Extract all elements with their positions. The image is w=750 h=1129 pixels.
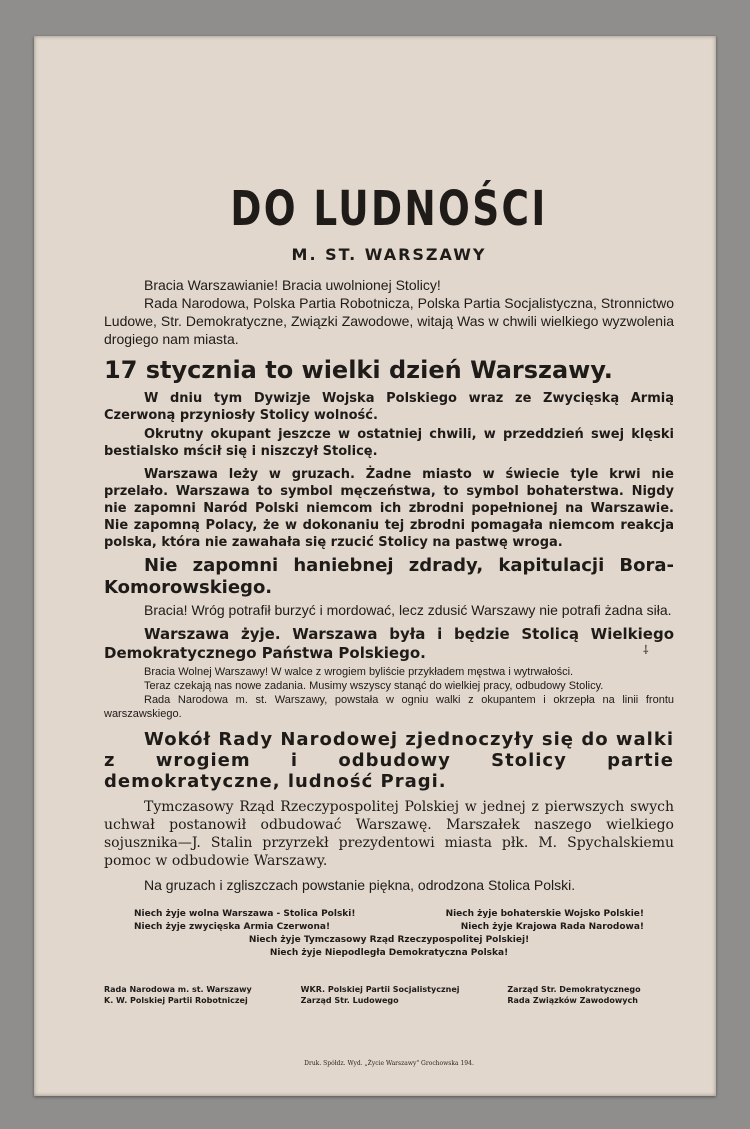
signature-middle-1: WKR. Polskiej Partii Socjalistycznej [300,985,460,994]
paragraph-brothers: Bracia! Wróg potrafił burzyć i mordować, lecz zdusić Warszawy nie potrafi żadna siła. [144,602,672,618]
slogan-center-2: Niech żyje Niepodległa Demokratyczna Polska! [269,948,509,958]
signature-right-1: Zarząd Str. Demokratycznego [507,985,641,994]
slogan-left-2: Niech żyje zwycięska Armia Czerwona! [134,922,331,932]
slogan-left-1: Niech żyje wolna Warszawa - Stolica Polski! [134,909,356,919]
signatures-block [104,984,674,1006]
small-paragraph-1: Bracia Wolnej Warszawy! W walce z wrogiem byliście przykładem męstwa i wytrwałości. [144,666,574,678]
heading-unite: Wokół Rady Narodowej zjednoczyły się do walki z wrogiem i odbudowy Stolicy partie demokratyczne, ludność Pragi. [104,729,674,792]
signature-left-2: K. W. Polskiej Partii Robotniczej [104,996,248,1005]
poster-content [104,156,674,1067]
slogan-right-2: Niech żyje Krajowa Rada Narodowa! [460,922,644,932]
signature-right-2: Rada Związków Zawodowych [507,996,638,1005]
heading-betrayal: Nie zapomni haniebnej zdrady, kapitulacji Bora-Komorowskiego. [104,555,674,598]
poster-subtitle: M. ST. WARSZAWY [291,245,487,264]
handwritten-mark-icon: ⸸ [643,643,649,657]
poster-sheet [34,36,716,1096]
signature-middle-2: Zarząd Str. Ludowego [300,996,399,1005]
slogan-center-1: Niech żyje Tymczasowy Rząd Rzeczypospolitej Polskiej! [248,935,530,945]
small-paragraph-2: Teraz czekają nas nowe zadania. Musimy wszyscy stanąć do wielkiej pracy, odbudowy Stolicy. [144,680,604,692]
intro-line-2: Rada Narodowa, Polska Partia Robotnicza, Polska Partia Socjalistyczna, Stronnictwo Ludowe, Str. Demokratyczne, Związki Zawodowe, witają Was w chwili wielkiego wyzwolenia drogiego nam miasta. [104,295,674,347]
poster-title: DO LUDNOŚCI [230,181,548,237]
closing-line: Na gruzach i zgliszczach powstanie piękna, odrodzona Stolica Polski. [144,877,576,893]
headline: 17 stycznia to wielki dzień Warszawy. [104,356,613,384]
small-paragraph-3: Rada Narodowa m. st. Warszawy, powstała w ogniu walki z okupantem i okrzepła na linii frontu warszawskiego. [104,694,674,720]
bold-paragraph-3: Warszawa leży w gruzach. Żadne miasto w świecie tyle krwi nie przelało. Warszawa to symbol męczeństwa, to symbol bohaterstwa. Nigdy nie zapomni Naród Polski niemcom ich zbrodni popełnionej na Warszawie. Nie zapomną Polacy, że w dokonaniu tej zbrodni pomagała niemcom reakcja polska, która nie zawahała się rzucić Stolicy na pastwę wroga. [104,467,674,550]
heading-warsaw-alive: Warszawa żyje. Warszawa była i będzie Stolicą Wielkiego Demokratycznego Państwa Polskiego. [104,625,674,662]
bold-paragraph-2: Okrutny okupant jeszcze w ostatniej chwili, w przeddzień swej klęski bestialsko mścił się i niszczył Stolicę. [104,427,674,459]
slogan-right-1: Niech żyje bohaterskie Wojsko Polskie! [445,909,644,919]
bold-paragraph-1: W dniu tym Dywizje Wojska Polskiego wraz ze Zwycięską Armią Czerwoną przyniosły Stolicy wolność. [104,391,674,423]
printer-imprint: Druk. Spółdz. Wyd. „Życie Warszawy" Grochowska 194. [304,1060,474,1067]
intro-line-1: Bracia Warszawianie! Bracia uwolnionej Stolicy! [144,277,441,293]
government-paragraph: Tymczasowy Rząd Rzeczypospolitej Polskiej w jednej z pierwszych swych uchwał postanowił odbudować Warszawę. Marszałek naszego wielkiego sojusznika—J. Stalin przyrzekł prezydentowi miasta płk. M. Spychalskiemu pomoc w odbudowie Warszawy. [104,799,674,869]
signature-left-1: Rada Narodowa m. st. Warszawy [104,985,252,994]
slogans-block [104,908,674,960]
